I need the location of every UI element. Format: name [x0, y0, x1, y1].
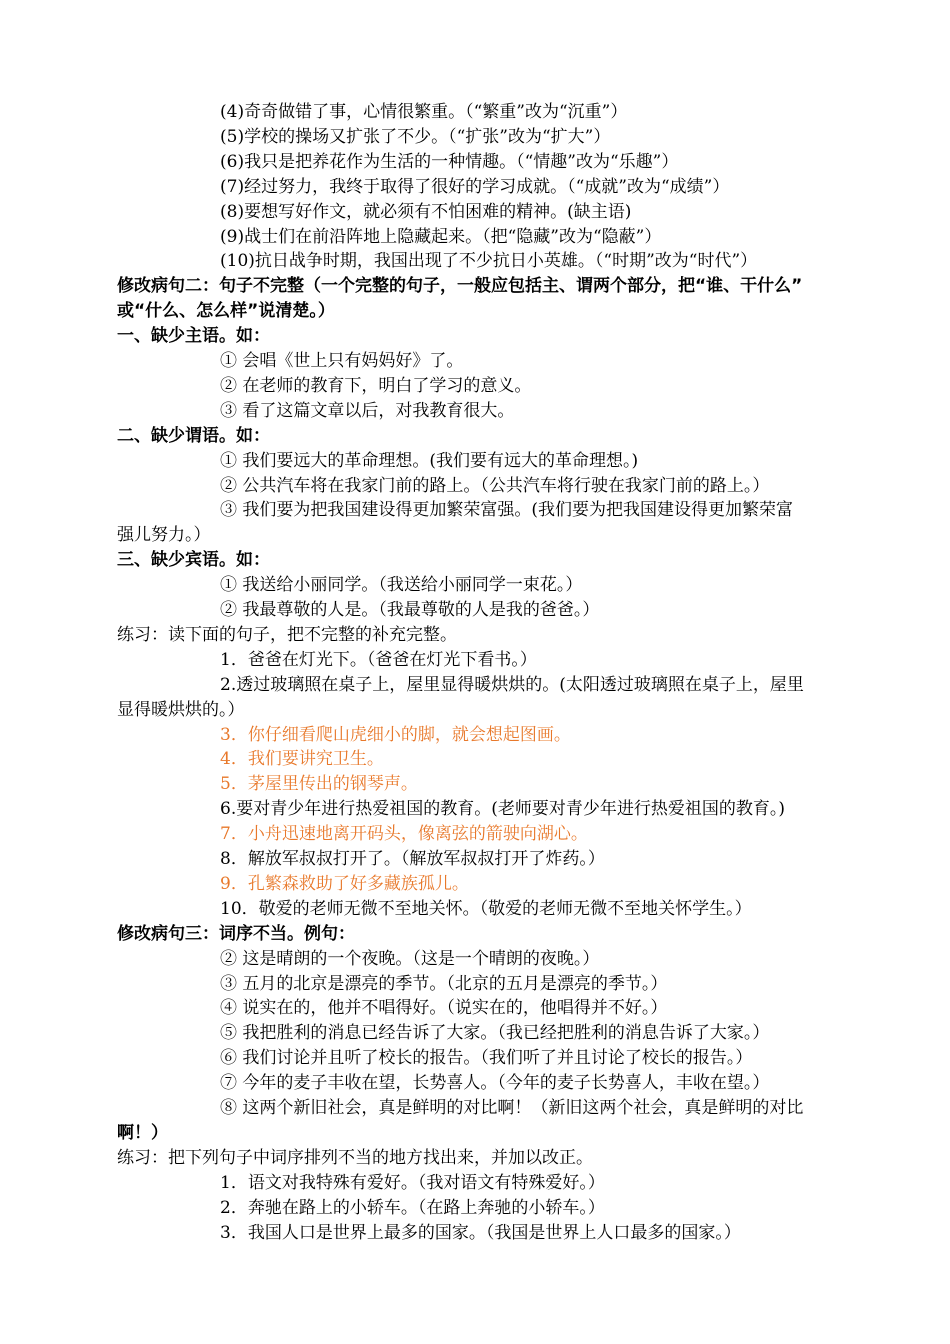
text-line: ③ 五月的北京是漂亮的季节。（北京的五月是漂亮的季节。） [220, 973, 668, 994]
text-line: 10．敬爱的老师无微不至地关怀。（敬爱的老师无微不至地关怀学生。） [220, 898, 752, 919]
text-line: (4)奇奇做错了事，心情很繁重。（“繁重”改为“沉重”） [220, 102, 628, 122]
text-line: (8)要想写好作文，就必须有不怕困难的精神。(缺主语) [220, 201, 632, 222]
text-line: 6.要对青少年进行热爱祖国的教育。(老师要对青少年进行热爱祖国的教育。) [220, 799, 785, 820]
text-line: ① 我们要远大的革命理想。(我们要有远大的革命理想。) [220, 450, 639, 471]
section-heading: 一、缺少主语。如： [117, 326, 270, 347]
text-line: 强儿努力。） [117, 525, 211, 546]
text-line: ① 我送给小丽同学。（我送给小丽同学一束花。） [220, 575, 583, 596]
text-line: (6)我只是把养花作为生活的一种情趣。（“情趣”改为“乐趣”） [220, 151, 679, 172]
text-line: 显得暖烘烘的。） [117, 699, 245, 720]
section-heading: 修改病句三：词序不当。例句： [117, 923, 355, 944]
text-line: ② 我最尊敬的人是。（我最尊敬的人是我的爸爸。） [220, 600, 600, 620]
text-line: ⑥ 我们讨论并且听了校长的报告。（我们听了并且讨论了校长的报告。） [220, 1048, 753, 1069]
section-heading: 修改病句二：句子不完整（一个完整的句子，一般应包括主、谓两个部分，把“谁、干什么” [117, 276, 803, 297]
text-line: 2.透过玻璃照在桌子上，屋里显得暖烘烘的。(太阳透过玻璃照在桌子上，屋里 [220, 674, 804, 695]
text-line: ④ 说实在的，他并不唱得好。（说实在的，他唱得并不好。） [220, 998, 668, 1019]
text-line: 8．解放军叔叔打开了。（解放军叔叔打开了炸药。） [220, 849, 605, 869]
section-heading: 或“什么、怎么样”说清楚。） [117, 301, 335, 322]
text-line: (5)学校的操场又扩张了不少。（“扩张”改为“扩大”） [220, 126, 611, 147]
text-line: ② 这是晴朗的一个夜晚。（这是一个晴朗的夜晚。） [220, 948, 600, 969]
text-line: ⑤ 我把胜利的消息已经告诉了大家。（我已经把胜利的消息告诉了大家。） [220, 1023, 770, 1044]
text-line: 9．孔繁森救助了好多藏族孤儿。 [220, 873, 469, 894]
text-line: ② 公共汽车将在我家门前的路上。（公共汽车将行驶在我家门前的路上。） [220, 475, 770, 496]
text-line: 练习：把下列句子中词序排列不当的地方找出来，并加以改正。 [117, 1147, 593, 1168]
text-line: (10)抗日战争时期，我国出现了不少抗日小英雄。（“时期”改为“时代”） [220, 251, 758, 272]
text-line: ② 在老师的教育下，明白了学习的意义。 [220, 375, 532, 396]
text-line: 5．茅屋里传出的钢琴声。 [220, 774, 418, 795]
text-line: 2．奔驰在路上的小轿车。（在路上奔驰的小轿车。） [220, 1197, 605, 1218]
section-heading: 啊！） [117, 1122, 168, 1143]
text-line: 4．我们要讲究卫生。 [220, 749, 384, 770]
text-line: 1．语文对我特殊有爱好。（我对语文有特殊爱好。） [220, 1172, 605, 1193]
section-heading: 三、缺少宾语。如： [117, 550, 270, 571]
text-line: (7)经过努力，我终于取得了很好的学习成就。（“成就”改为“成绩”） [220, 176, 730, 197]
text-line: ③ 看了这篇文章以后，对我教育很大。 [220, 400, 515, 421]
text-line: 7．小舟迅速地离开码头，像离弦的箭驶向湖心。 [220, 824, 588, 845]
text-line: 练习：读下面的句子，把不完整的补充完整。 [117, 624, 457, 645]
text-line: 3．我国人口是世界上最多的国家。（我国是世界上人口最多的国家。） [220, 1222, 741, 1243]
text-line: ⑦ 今年的麦子丰收在望，长势喜人。（今年的麦子长势喜人，丰收在望。） [220, 1073, 770, 1094]
section-heading: 二、缺少谓语。如： [117, 425, 270, 446]
text-line: ③ 我们要为把我国建设得更加繁荣富强。(我们要为把我国建设得更加繁荣富 [220, 500, 794, 521]
text-line: ⑧ 这两个新旧社会，真是鲜明的对比啊！（新旧这两个社会，真是鲜明的对比 [220, 1098, 804, 1118]
text-line: (9)战士们在前沿阵地上隐藏起来。（把“隐藏”改为“隐蔽”） [220, 226, 662, 247]
text-line: 1．爸爸在灯光下。（爸爸在灯光下看书。） [220, 649, 537, 670]
text-line: 3．你仔细看爬山虎细小的脚，就会想起图画。 [220, 724, 571, 745]
text-line: ① 会唱《世上只有妈妈好》了。 [220, 351, 464, 371]
